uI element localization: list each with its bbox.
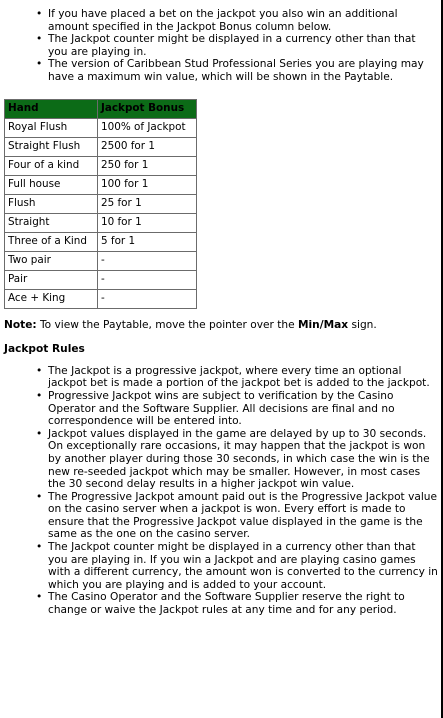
hand-cell: Ace + King: [5, 289, 98, 308]
rules-bullet: • The Jackpot is a progressive jackpot, where every time an optional jackpot bet is made a portion of the jackpot bet is added to the jackpot.: [36, 365, 438, 390]
bonus-cell: 100 for 1: [98, 175, 197, 194]
header-hand: Hand: [5, 99, 98, 118]
help-document: [4, 0, 438, 617]
hand-cell: Four of a kind: [5, 156, 98, 175]
intro-bullet-list: [4, 0, 438, 84]
hand-cell: Royal Flush: [5, 118, 98, 137]
intro-bullet: • If you have placed a bet on the jackpot you also win an additional amount specified in the Jackpot Bonus column below.: [36, 8, 438, 33]
table-header-row: [5, 99, 197, 118]
hand-cell: Three of a Kind: [5, 232, 98, 251]
table-row: [5, 213, 197, 232]
header-jackpot-bonus: Jackpot Bonus: [98, 99, 197, 118]
rules-bullet: • Progressive Jackpot wins are subject to verification by the Casino Operator and the Software Supplier. All decisions are final and no correspondence will be entered into.: [36, 390, 438, 428]
note-text-after: sign.: [348, 318, 377, 331]
note-label: Note:: [4, 318, 37, 331]
bonus-cell: 2500 for 1: [98, 137, 197, 156]
note-min-max: Min/Max: [298, 318, 349, 331]
table-row: [5, 118, 197, 137]
hand-cell: Straight Flush: [5, 137, 98, 156]
rules-bullet: • The Jackpot counter might be displayed in a currency other than that you are playing in. If you win a Jackpot and are playing casino games with a different currency, the amount won is converted to the currency in which you are playing and is added to your account.: [36, 541, 438, 591]
table-row: [5, 194, 197, 213]
hand-cell: Full house: [5, 175, 98, 194]
rules-bullet: • The Casino Operator and the Software Supplier reserve the right to change or waive the Jackpot rules at any time and for any period.: [36, 591, 438, 616]
note-text-before: To view the Paytable, move the pointer over the: [36, 318, 298, 331]
hand-cell: Flush: [5, 194, 98, 213]
jackpot-rules-list: [4, 365, 438, 617]
bonus-cell: -: [98, 270, 197, 289]
table-row: [5, 270, 197, 289]
hand-cell: Two pair: [5, 251, 98, 270]
bonus-cell: -: [98, 251, 197, 270]
jackpot-bonus-table: [4, 99, 197, 309]
rules-bullet: • Jackpot values displayed in the game are delayed by up to 30 seconds. On exceptionally rare occasions, it may happen that the jackpot is won by another player during those 30 seconds, in which case the win is the new re-seeded jackpot which may be smaller. However, in most cases the 30 second delay results in a higher jackpot win value.: [36, 428, 438, 491]
bonus-cell: 5 for 1: [98, 232, 197, 251]
table-row: [5, 232, 197, 251]
hand-cell: Straight: [5, 213, 98, 232]
bonus-cell: 25 for 1: [98, 194, 197, 213]
rules-bullet: • The Progressive Jackpot amount paid out is the Progressive Jackpot value on the casino server when a jackpot is won. Every effort is made to ensure that the Progressive Jackpot value displayed in the game is the same as the one on the casino server.: [36, 491, 438, 541]
table-row: [5, 156, 197, 175]
table-row: [5, 137, 197, 156]
bonus-cell: 250 for 1: [98, 156, 197, 175]
table-row: [5, 289, 197, 308]
intro-bullet: • The version of Caribbean Stud Professional Series you are playing may have a maximum win value, which will be shown in the Paytable.: [36, 58, 438, 83]
paytable-note: [4, 319, 438, 332]
hand-cell: Pair: [5, 270, 98, 289]
table-row: [5, 251, 197, 270]
bonus-cell: -: [98, 289, 197, 308]
table-row: [5, 175, 197, 194]
bonus-cell: 10 for 1: [98, 213, 197, 232]
intro-bullet: • The Jackpot counter might be displayed in a currency other than that you are playing in.: [36, 33, 438, 58]
jackpot-rules-heading: Jackpot Rules: [4, 343, 85, 356]
bonus-cell: 100% of Jackpot: [98, 118, 197, 137]
